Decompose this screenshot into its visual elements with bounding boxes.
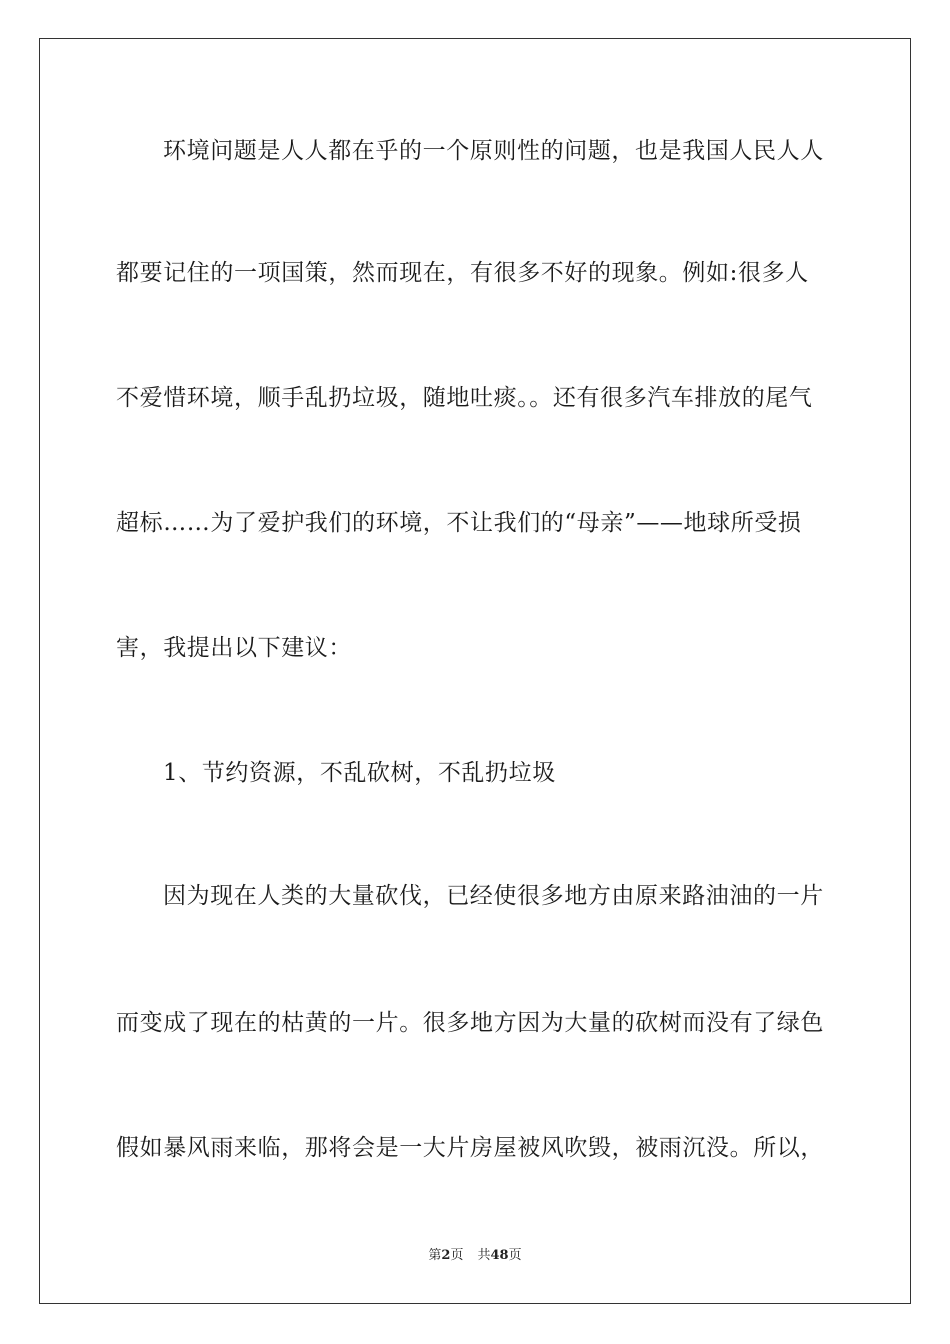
text-line-3: 不爱惜环境，顺手乱扔垃圾，随地吐痰。。还有很多汽车排放的尾气 [116,385,813,411]
text-line-7: 因为现在人类的大量砍伐，已经使很多地方由原来路油油的一片 [163,883,824,909]
text-line-5: 害，我提出以下建议： [116,635,352,661]
text-line-1: 环境问题是人人都在乎的一个原则性的问题，也是我国人民人人 [163,138,824,164]
text-line-4: 超标……为了爱护我们的环境，不让我们的“母亲”——地球所受损 [116,510,802,536]
footer-page-number: 2 [441,1248,451,1263]
footer-page-suffix: 页 [450,1248,464,1263]
text-line-2: 都要记住的一项国策，然而现在，有很多不好的现象。例如:很多人 [116,260,809,286]
footer-total-prefix: 共 [477,1248,491,1263]
page-frame [39,38,911,1304]
footer-total-suffix: 页 [508,1248,522,1263]
text-line-8: 而变成了现在的枯黄的一片。很多地方因为大量的砍树而没有了绿色 [116,1010,824,1036]
footer-total-pages: 48 [490,1248,509,1263]
footer-page-prefix: 第 [428,1248,442,1263]
page-footer [0,1247,950,1265]
list-item-heading-1: 1、节约资源，不乱砍树，不乱扔垃圾 [163,760,556,786]
text-line-9: 假如暴风雨来临，那将会是一大片房屋被风吹毁，被雨沉没。所以， [116,1135,824,1161]
